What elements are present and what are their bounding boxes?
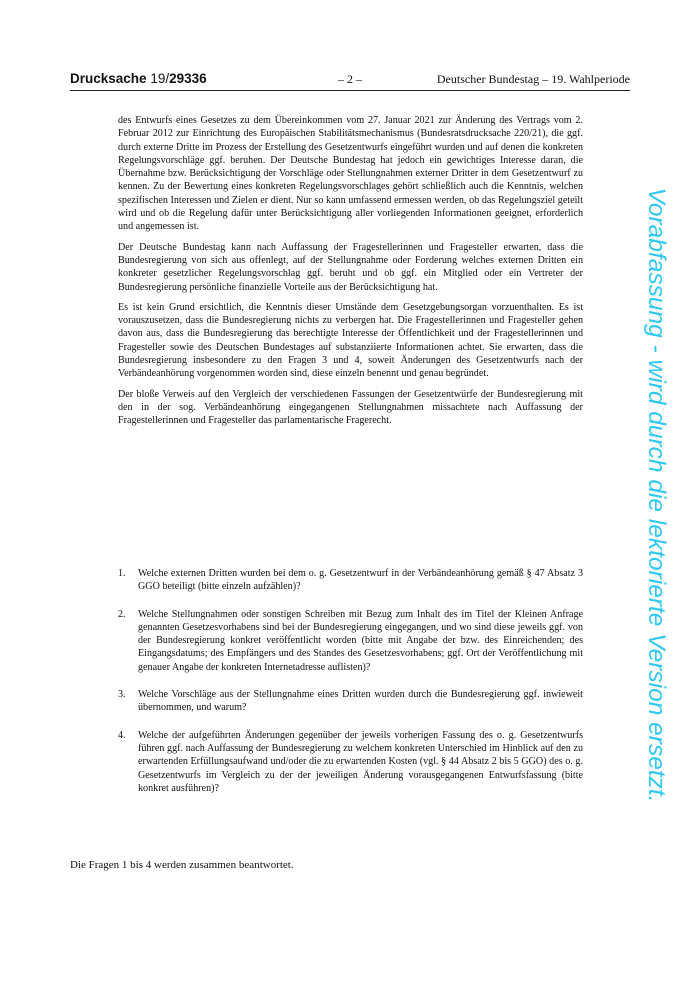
question-number: 3. [118,689,126,701]
period-label: 19/ [150,71,170,86]
question-item [118,688,583,715]
paragraph-3: Es ist kein Grund ersichtlich, die Kenntnis dieser Umstände dem Gesetzgebungsorgan vorzuenthalten. Es ist vorauszusetzen, dass die Bundesregierung nichts zu verbergen hat. Die Fragestellerinnen und Fragesteller gehen davon aus, dass die Bundesregierung das berechtigte Interesse der Öffentlichkeit und der Fragestellerinnen und Fragesteller sowie des Deutschen Bundestages auf substanziierte Informationen achtet. Sie erwarten, dass die Bundesregierung insbesondere zu den Fragen 3 und 4, soweit Änderungen des Gesetzentwurfs nach der Verbändeanhörung vorgenommen worden sind, diese einzeln benennt und genau begründet. [118,301,583,380]
doc-type-label: Drucksache [70,71,147,86]
question-text: Welche der aufgeführten Änderungen gegenüber der jeweils vorherigen Fassung des o. g. Gesetzentwurfs führen ggf. nach Auffassung der Bundesregierung zu welchem konkreten Unterschied im Hinblick auf den zu erwartenden Erfüllungsaufwand und/oder die zu erwartenden Kosten (vgl. § 44 Absatz 2 bis 5 GGO) des o. g. Gesetzentwurfs im Vergleich zu der der jeweiligen Änderung vorausgegangenen Entwurfsfassung (bitte konkret ausführen)? [138,729,583,794]
question-text: Welche externen Dritten wurden bei dem o. g. Gesetzentwurf in der Verbändeanhörung gemäß § 47 Absatz 3 GGO beteiligt (bitte einzeln aufzählen)? [138,568,583,593]
institution-label: Deutscher Bundestag – 19. Wahlperiode [436,72,630,86]
question-item [118,608,583,674]
page-number: – 2 – [338,72,362,86]
paragraph-4: Der bloße Verweis auf den Vergleich der verschiedenen Fassungen der Gesetzentwürfe der Bundesregierung mit den in der sog. Verbändeanhörung eingegangenen Stellungnahmen missachtete nach Auffassung der Fragestellerinnen und Fragesteller das parlamentarische Fragerecht. [118,388,583,427]
body-text [118,114,583,435]
question-list [118,567,583,809]
question-item [118,729,583,795]
paragraph-2: Der Deutsche Bundestag kann nach Auffassung der Fragestellerinnen und Fragesteller erwarten, dass die Bundesregierung von sich aus offenlegt, auf der Stellungnahme oder Forderung welches externen Dritten ein konkreter gesetzlicher Regelungsvorschlag ggf. beruht und ob ggf. ein Mitglied oder ein Vertreter der Bundesregierung persönliche finanzielle Vorteile aus der Berücksichtigung hat. [118,241,583,293]
draft-watermark: Vorabfassung - wird durch die lektorierte Version ersetzt. [643,187,670,803]
question-text: Welche Stellungnahmen oder sonstigen Schreiben mit Bezug zum Inhalt des im Titel der Kleinen Anfrage genannten Gesetzesvorhabens sind bei der Bundesregierung eingegangen, und wo sind diese jeweils ggf. von der Bundesregierung konkret veröffentlicht worden (bitte mit Angabe der bzw. des Einreichenden; des Eingangsdatums; des Empfängers und des Standes des Gesetzesvorhabens; ggf. Ort der Veröffentlichung mit genauer Angabe der konkreten Internetadresse auflisten)? [138,608,583,673]
doc-number-label: 29336 [169,71,207,86]
question-number: 4. [118,729,126,741]
paragraph-1: des Entwurfs eines Gesetzes zu dem Übereinkommen vom 27. Januar 2021 zur Änderung des Vertrags vom 2. Februar 2012 zur Einrichtung des Europäischen Stabilitätsmechanismus (Bundesratsdrucksache 220/21), die ggf. durch externe Dritte im Prozess der Erstellung des Gesetzentwurfs eingeführt wurden und auf denen die konkreten Regelungsvorschläge ggf. beruhen. Der Deutsche Bundestag hat jedoch ein gewichtiges Interesse daran, die Übernahme bzw. Berücksichtigung der Vorschläge oder Stellungnahmen externer Dritter in dem Gesetzentwurf zu kennen. Zu der Bewertung eines konkreten Regelungsvorschlages gehört schließlich auch die Kenntnis, welchen spezifischen Interessen und Zielen er dient. Nur so kann umfassend ermessen werden, ob das Regelungsziel geteilt wird und ob die Regelung dafür unter Berücksichtigung aller vorliegenden Informationen geeignet, erforderlich und angemessen ist. [118,115,583,233]
question-number: 2. [118,608,126,620]
page-header [70,70,630,91]
question-text: Welche Vorschläge aus der Stellungnahme eines Dritten wurden durch die Bundesregierung ggf. inwieweit übernommen, und warum? [138,689,583,714]
answer-text: Die Fragen 1 bis 4 werden zusammen beantwortet. [70,859,294,871]
question-number: 1. [118,568,126,579]
question-item [118,567,583,594]
